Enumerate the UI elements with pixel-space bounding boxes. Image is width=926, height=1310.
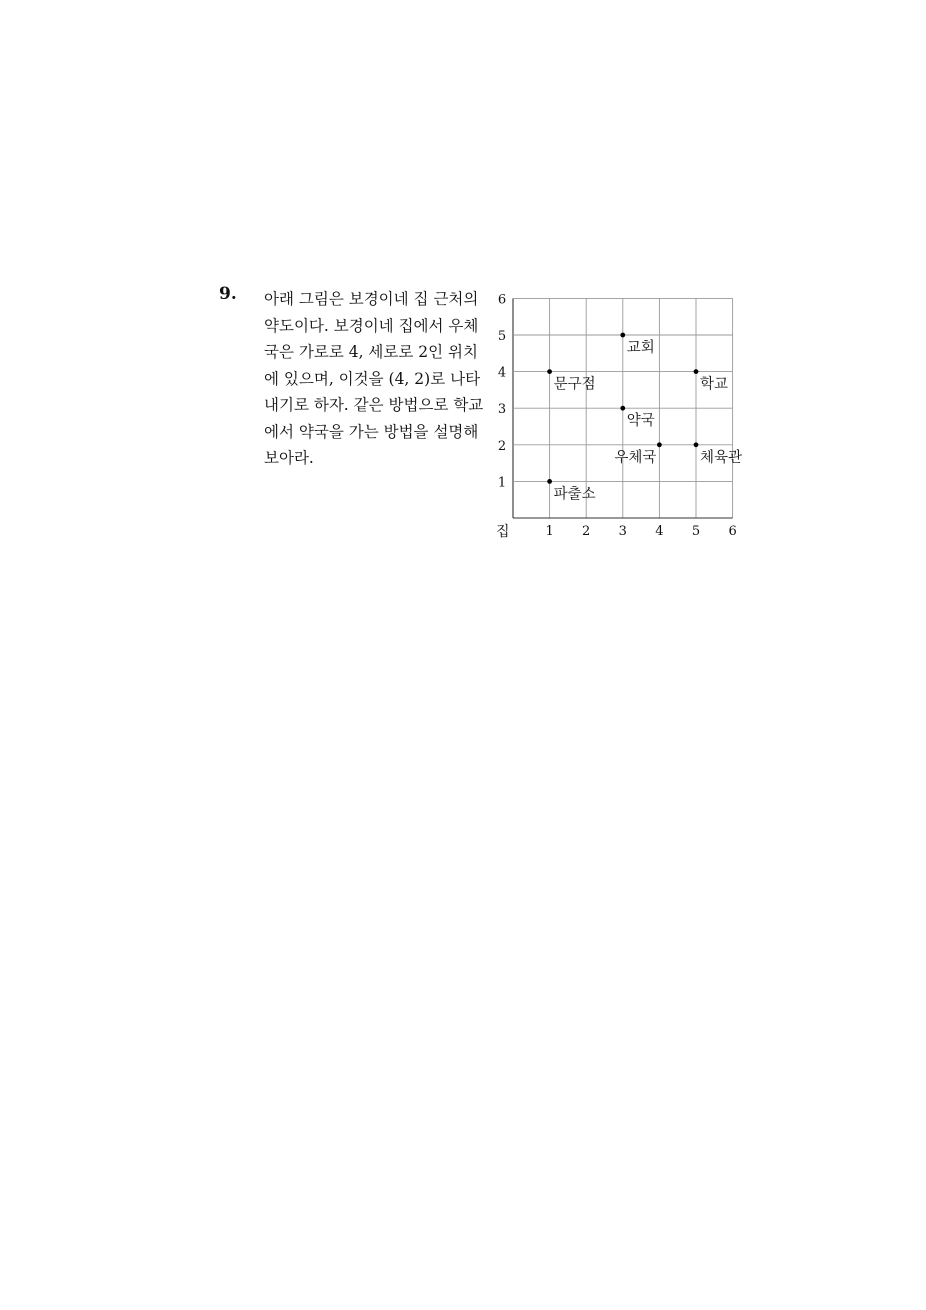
question-number: 9.: [219, 284, 237, 304]
map-point: [614, 442, 661, 465]
x-tick-label: 1: [545, 524, 554, 539]
question-line: 국은 가로로 4, 세로로 2인 위치: [264, 343, 478, 361]
x-tick-label: 4: [655, 524, 664, 539]
point-marker: [547, 479, 552, 484]
point-marker: [620, 406, 625, 411]
point-label: 교회: [626, 340, 655, 356]
question-text: [264, 286, 484, 472]
point-marker: [694, 369, 699, 374]
x-tick-label: 5: [691, 524, 701, 539]
y-tick-label: 3: [497, 402, 507, 418]
point-label: 체육관: [700, 449, 743, 466]
x-tick-label: 3: [618, 524, 627, 539]
y-tick-label: 5: [497, 329, 507, 344]
point-marker: [620, 333, 625, 338]
point-label: 파출소: [553, 486, 596, 503]
map-point: [547, 479, 595, 502]
question-line: 내기로 하자. 같은 방법으로 학교: [264, 396, 484, 414]
y-tick-label: 6: [497, 292, 507, 308]
map-point: [620, 406, 654, 429]
point-marker: [657, 442, 662, 447]
x-tick-label: 6: [728, 524, 737, 539]
point-marker: [694, 442, 699, 447]
map-point: [694, 369, 728, 392]
x-tick-label: 2: [582, 524, 591, 539]
map-point: [620, 333, 654, 356]
origin-label-home: 집: [496, 524, 510, 540]
y-tick-label: 2: [497, 438, 507, 454]
y-tick-label: 1: [497, 475, 507, 491]
question-line: 아래 그림은 보경이네 집 근처의: [264, 290, 479, 308]
axis-ticks: [498, 292, 737, 539]
map-points: [547, 333, 742, 503]
question-line: 에 있으며, 이것을 (4, 2)로 나타: [264, 369, 481, 388]
y-tick-label: 4: [497, 365, 507, 381]
neighborhood-map: [492, 286, 762, 546]
point-label: 우체국: [614, 449, 657, 466]
point-label: 학교: [700, 376, 729, 393]
point-marker: [547, 369, 552, 374]
point-label: 문구점: [553, 376, 596, 393]
map-point: [694, 442, 742, 465]
map-point: [547, 369, 595, 392]
question-line: 에서 약국을 가는 방법을 설명해: [264, 422, 479, 441]
point-label: 약국: [626, 413, 655, 430]
question-line: 보아라.: [264, 449, 314, 467]
question-line: 약도이다. 보경이네 집에서 우체: [264, 316, 479, 335]
